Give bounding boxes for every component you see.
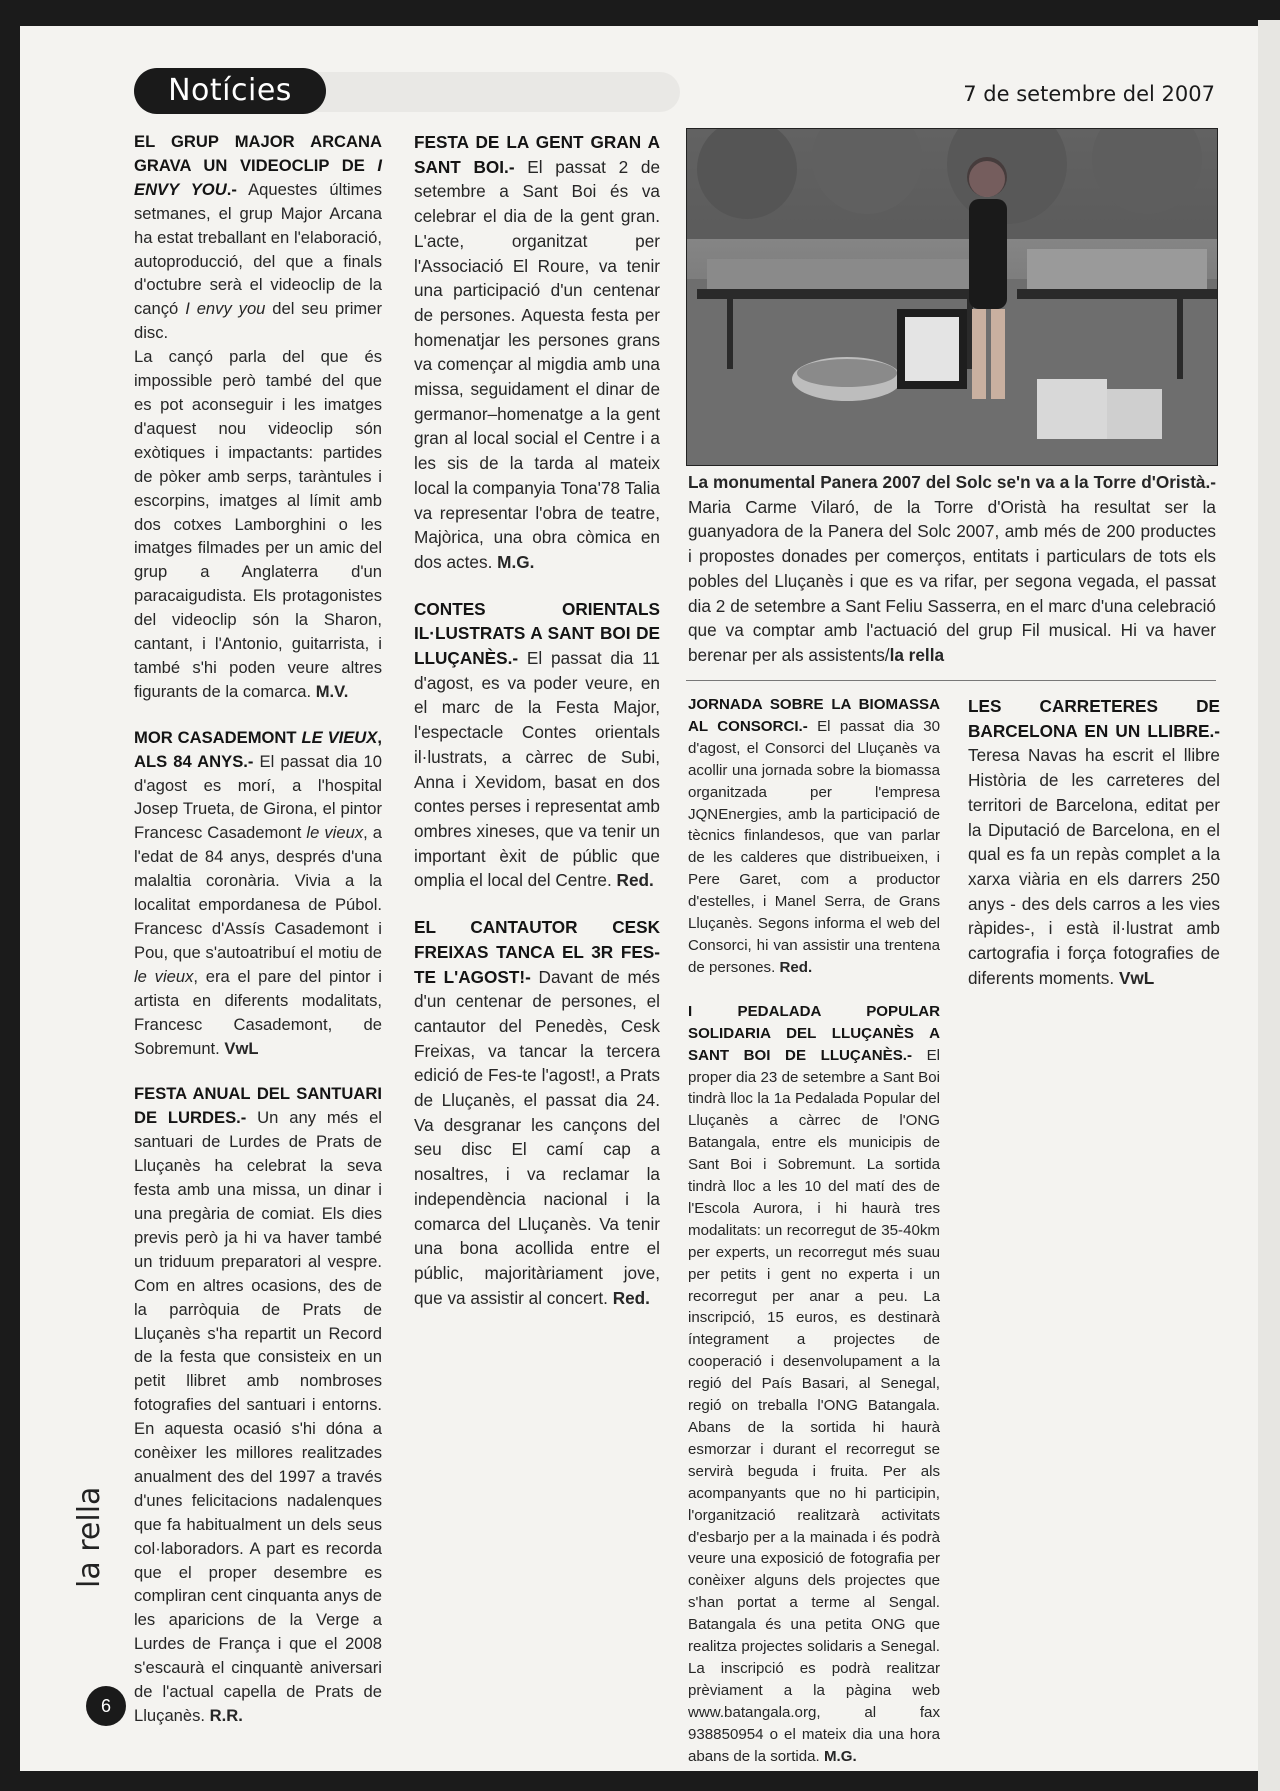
article-signature: Red. xyxy=(616,870,654,891)
column-4 xyxy=(968,694,1220,990)
article-signature: M.G. xyxy=(823,1747,857,1765)
article-headline: LES CARRETERES DE BARCELONA EN UN LLIBRE.- xyxy=(968,696,1220,741)
column-3 xyxy=(688,694,940,1768)
article-signature: R.R. xyxy=(209,1706,243,1725)
article-signature: VwL xyxy=(1118,967,1155,988)
article-cantautor: EL CANTAUTOR CESK FREIXAS TANCA EL 3R FES-TE L'AGOST!- Davant de més d'un centenar de persones, el cantautor del Penedès, Cesk Freixas, va tancar la tercera edició de Fes-te l'agost!, a Prats de Lluçanès, el passat dia 24. Va desgranar les cançons del seu disc El camí cap a nosaltres, i va reclamar la independència nacional i la comarca del Lluçanès. Va tenir una bona acollida entre el públic, majoritàriament jove, que va assistir al concert. Red. xyxy=(414,917,661,1308)
article-gent-gran: FESTA DE LA GENT GRAN A SANT BOI.- El passat 2 de setembre a Sant Boi és va celebrar el dia de la gent gran. L'acte, organitzat per l'Associació El Roure, va tenir una participació d'un centenar de persones. Aquesta festa per homenatjar les persones grans va començar al migdia amb una missa, seguidament el dinar de germanor–homenatge a la gent gran al local social el Centre i a les sis de la tarda al mateix local la companyia Tona'78 Talia va representar l'obra de teatre, Majòrica, una obra còmica en dos actes. M.G. xyxy=(414,132,660,572)
photo-caption xyxy=(688,470,1216,668)
article-signature: Red. xyxy=(612,1287,650,1308)
article-signature: VwL xyxy=(224,1038,259,1058)
article-headline: CONTES ORIENTALS IL·LUSTRATS A SANT BOI DE LLUÇANÈS.- xyxy=(414,598,660,669)
caption-title: La monumental Panera 2007 del Solc se'n va a la Torre d'Oristà.- xyxy=(688,472,1216,492)
article-headline: EL CANTAUTOR CESK FREIXAS TANCA EL 3R FES-TE L'AGOST!- xyxy=(414,917,660,987)
article-signature: M.G. xyxy=(497,551,535,572)
article-carreteres: LES CARRETERES DE BARCELONA EN UN LLIBRE.- Teresa Navas ha escrit el llibre Història de les carreteres del territori de Barcelona, editat per la Diputació de Barcelona, en el qual es fa un repàs complet a la xarxa viària en els darrers 250 anys - des dels carros a les vies ràpides-, i està il·lustrat amb cartografia i força fotografies de diferents moments. VwL xyxy=(968,696,1220,988)
column-1 xyxy=(134,130,382,1728)
article-signature: Red. xyxy=(779,958,813,976)
next-page-edge xyxy=(1258,20,1280,1791)
news-photo xyxy=(686,128,1218,466)
article-lurdes: FESTA ANUAL DEL SANTUARI DE LURDES.- Un any més el santuari de Lurdes de Prats de Lluçanès ha celebrat la seva festa amb una missa, un dinar i una pregària de comiat. Els dies previs però ja hi va haver també un triduum preparatori al vespre. Com en altres ocasions, des de la parròquia de Prats de Lluçanès s'ha repartit un Record de la festa que consisteix en un petit llibret amb nombroses fotografies del santuari i entorns. En aquesta ocasió s'hi dóna a conèixer les millores realitzades anualment des del 1997 a través d'unes felicitacions nadalenques que fa habitualment un dels seus col·laboradors. A part es recorda que el proper desembre es compliran cent cinquanta anys de les aparicions de la Verge a Lurdes de França i que el 2008 s'escaurà el cinquantè aniversari de l'actual capella de Prats de Lluçanès. R.R. xyxy=(134,1084,382,1725)
publication-name: la rella xyxy=(72,1486,107,1588)
article-headline: JORNADA SOBRE LA BIOMASSA AL CONSORCI.- xyxy=(688,696,940,735)
article-headline: EL GRUP MAJOR ARCANA GRAVA UN VIDEOCLIP DE I ENVY YOU.- xyxy=(134,132,382,199)
article-biomassa: JORNADA SOBRE LA BIOMASSA AL CONSORCI.- El passat dia 30 d'agost, el Consorci del Lluçanès va acollir una jornada sobre la biomassa organitzada per l'empresa JQNEnergies, amb la participació de tècnics finlandesos, que van parlar de les calderes que distribueixen, i Pere Garet, com a productor d'estelles, i Manel Serra, de Grans Lluçanès. Segons informa el web del Consorci, hi van assistir una trentena de persones. Red. xyxy=(688,696,940,976)
issue-date: 7 de setembre del 2007 xyxy=(963,82,1215,106)
page-number: 6 xyxy=(86,1686,126,1726)
caption-signature: la rella xyxy=(889,644,945,665)
article-contes: CONTES ORIENTALS IL·LUSTRATS A SANT BOI DE LLUÇANÈS.- El passat dia 11 d'agost, es va poder veure, en el marc de la Festa Major, l'espectacle Contes orientals il·lustrats, a càrrec de Subi, Anna i Xevidom, basat en dos contes perses i representat amb ombres xineses, que va tenir un important èxit de públic que omplia el local del Centre. Red. xyxy=(414,598,660,891)
caption-text: Maria Carme Vilaró, de la Torre d'Oristà ha resultat ser la guanyadora de la Panera del Solc 2007, amb més de 200 productes i propostes donades per comerços, entitats i particulars de tots els pobles del Lluçanès i que es va rifar, per segona vegada, el passat dia 2 de setembre a Sant Feliu Sasserra, en el marc d'una celebració que va comptar amb l'actuació del grup Fil musical. Hi va haver berenar per als assistents/ xyxy=(688,496,1216,665)
article-headline: FESTA DE LA GENT GRAN A SANT BOI.- xyxy=(414,132,660,177)
section-title: Notícies xyxy=(134,68,326,114)
article-videoclip: EL GRUP MAJOR ARCANA GRAVA UN VIDEOCLIP DE I ENVY YOU.- Aquestes últimes setmanes, el grup Major Arcana ha estat treballant en l'elaboració, autoproducció, del que a finals d'octubre serà el videoclip de la cançó I envy you del seu primer disc. xyxy=(134,132,383,343)
column-2 xyxy=(414,130,660,1310)
caption-divider xyxy=(686,680,1216,681)
article-signature: M.V. xyxy=(315,681,349,701)
article-headline: FESTA ANUAL DEL SANTUARI DE LURDES.- xyxy=(134,1084,382,1128)
article-pedalada: I PEDALADA POPULAR SOLIDARIA DEL LLUÇANÈS A SANT BOI DE LLUÇANÈS.- El proper dia 23 de setembre a Sant Boi tindrà lloc la 1a Pedalada Popular del Lluçanès a càrrec de l'ONG Batangala, entre els municipis de Sant Boi i Sobremunt. La sortida tindrà lloc a les 10 del matí des de l'Escola Aurora, i hi haurà tres modalitats: un recorregut de 35-40km per experts, un recorregut més suau per petits i gent no experta i un recorregut per anar a peu. La inscripció, 15 euros, es destinarà íntegrament a projectes de cooperació i desenvolupament a la regió del País Basari, al Senegal, regió on treballa l'ONG Batangala. Abans de la sortida hi haurà esmorzar i durant el recorregut se servirà beguda i fruita. Per als acompanyants que no hi participin, l'organització realitzarà activitats d'esbarjo per a la mainada i és podrà veure una exposició de fotografia per conèixer alguns dels projectes que s'han portat a terme al Sengal. Batangala és una petita ONG que realitza projectes solidaris a Senegal. La inscripció es podrà realitzar prèviament a la pàgina web www.batangala.org, al fax 938850954 o el mateix dia una hora abans de la sortida. M.G. xyxy=(688,1002,940,1765)
article-body: La cançó parla del que és impossible però també del que es pot aconseguir i les imatges d'aquest nou videoclip són exòtiques i impactants: partides de pòker amb serps, taràntules i escorpins, imatges al límit amb dos cotxes Lamborghini o les imatges filmades per un amic del grup a Anglaterra d'un paracaigudista. Els protagonistes del videoclip són la Sharon, cantant, i l'Antonio, guitarrista, i també s'hi poden veure altres figurants de la comarca. M.V. xyxy=(134,347,382,701)
article-casademont: MOR CASADEMONT LE VIEUX, ALS 84 ANYS.- El passat dia 10 d'agost es morí, a l'hospital Josep Trueta, de Girona, el pintor Francesc Casademont le vieux, a l'edat de 84 anys, després d'una malaltia coronària. Vivia a la localitat empordanesa de Púbol. Francesc d'Assís Casademont i Pou, que s'autoatribuí el motiu de le vieux, era el pare del pintor i artista en diferents modalitats, Francesc Casademont, de Sobremunt. VwL xyxy=(134,727,383,1058)
article-headline: I PEDALADA POPULAR SOLIDARIA DEL LLUÇANÈS A SANT BOI DE LLUÇANÈS.- xyxy=(688,1002,940,1064)
article-headline: MOR CASADEMONT LE VIEUX, ALS 84 ANYS.- xyxy=(134,727,382,771)
